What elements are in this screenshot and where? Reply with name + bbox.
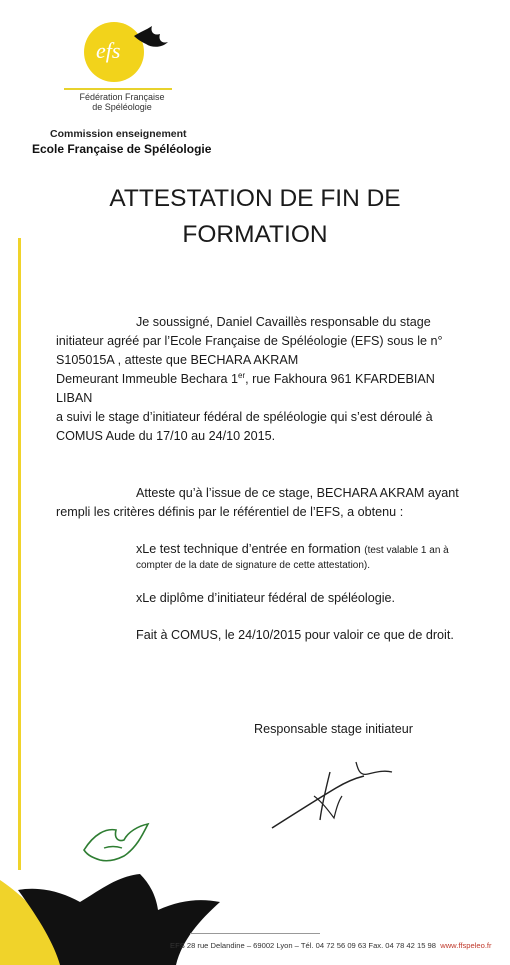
paragraph2-line2: rempli les critères définis par le référentiel de l’EFS, a obtenu : (56, 505, 404, 519)
footer-contact (170, 941, 492, 950)
footer-divider (190, 933, 320, 934)
commission-label: Commission enseignement (50, 128, 187, 140)
paragraph1-line2: initiateur agréé par l’Ecole Française de Spéléologie (EFS) sous le n° (56, 334, 443, 348)
efs-logo (76, 14, 172, 86)
footer-website-link[interactable]: www.ffspeleo.fr (440, 941, 492, 950)
paragraph1-line3: S105015A , atteste que BECHARA AKRAM (56, 353, 299, 367)
paragraph1-line1: Je soussigné, Daniel Cavaillès responsable du stage (136, 315, 431, 329)
paragraph1-line5: LIBAN (56, 391, 93, 405)
federation-name-line1: Fédération Française (79, 92, 165, 102)
logo-underline (64, 88, 172, 90)
paragraph2-line1: Atteste qu’à l’issue de ce stage, BECHARA AKRAM ayant (136, 486, 459, 500)
paragraph1-line7: COMUS Aude du 17/10 au 24/10 2015. (56, 429, 276, 443)
address-part2: , rue Fakhoura 961 KFARDEBIAN (245, 372, 435, 386)
item1-note-end: compter de la date de signature de cette attestation). (136, 560, 371, 571)
handwritten-signature (264, 758, 394, 833)
document-title-line2: FORMATION (182, 221, 328, 248)
ordinal-suffix: er (238, 370, 246, 380)
logo-lettering: efs (96, 38, 121, 63)
document-title-line1: ATTESTATION DE FIN DE (109, 185, 401, 212)
left-accent-bar (18, 238, 21, 870)
school-name: Ecole Française de Spéléologie (32, 142, 212, 156)
item1-note-start: (test valable 1 an à (364, 545, 449, 556)
paragraph1-line6: a suivi le stage d’initiateur fédéral de spéléologie qui s’est déroulé à (56, 410, 433, 424)
item1-main: xLe test technique d’entrée en formation (136, 542, 361, 556)
address-part1: Demeurant Immeuble Bechara 1 (56, 372, 239, 386)
paragraph1-line4 (56, 370, 435, 388)
item1-line1 (136, 540, 449, 558)
closing-statement: Fait à COMUS, le 24/10/2015 pour valoir ce que de droit. (136, 628, 454, 642)
footer-address: EFS 28 rue Delandine – 69002 Lyon – Tél. 04 72 56 09 63 Fax. 04 78 42 15 98 (170, 941, 436, 950)
item2: xLe diplôme d’initiateur fédéral de spéléologie. (136, 591, 396, 605)
signatory-title: Responsable stage initiateur (254, 722, 413, 736)
federation-name-line2: de Spéléologie (92, 102, 152, 112)
